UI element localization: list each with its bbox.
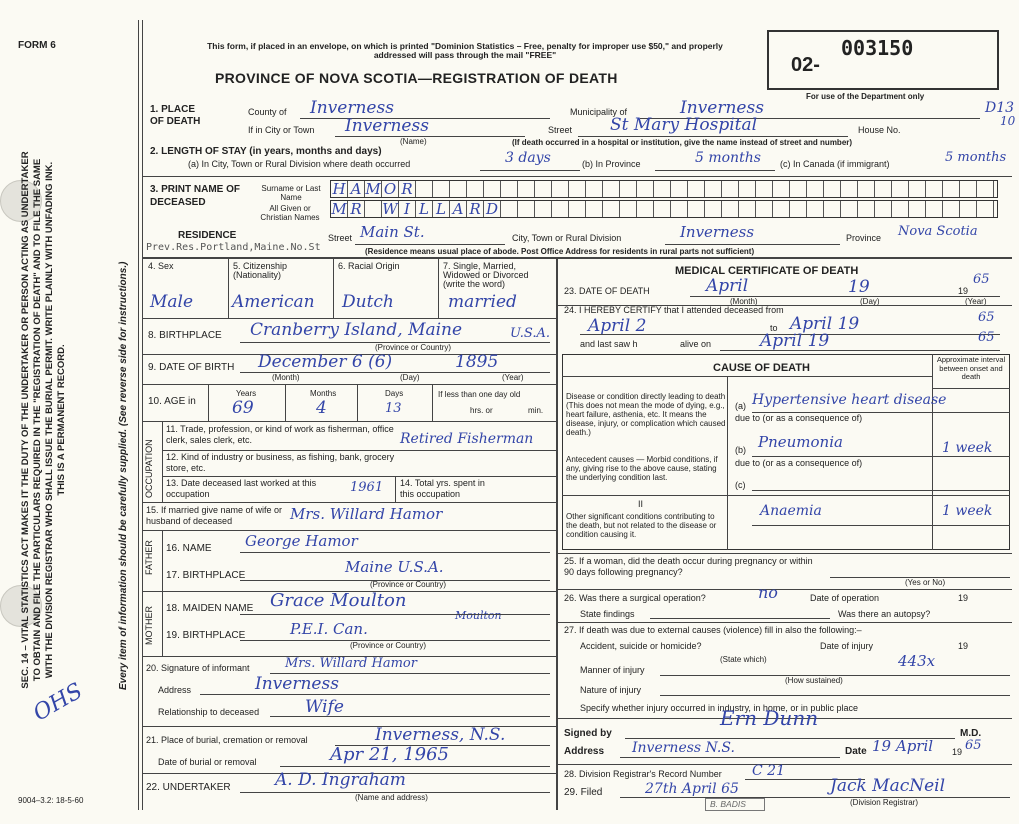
mother-birthplace-label: 19. BIRTHPLACE xyxy=(166,630,246,641)
name-grid-cell xyxy=(552,181,569,197)
due-to-1: due to (or as a consequence of) xyxy=(735,413,863,423)
stay-c-value: 5 months xyxy=(945,150,1007,165)
last-saw-value: April 19 xyxy=(760,331,830,351)
name-grid-cell xyxy=(416,181,433,197)
q26-label: 26. Was there a surgical operation? xyxy=(564,593,706,603)
side-statute-text: SEC. 14 – VITAL STATISTICS ACT MAKES IT THE DUTY OF THE UNDERTAKER OR PERSON ACTING AS UNDERTAKER TO OBTAIN AND FILE THE PARTICULARS REQUIRED IN THE "REGISTRATION OF DEATH" AND TO FILE THE SAME WITH THE DIVISION REGISTRAR WHO SHALL ISSUE THE BURIAL PERMIT. WRITE PLAINLY WITH UNFADING INK. THIS IS A PERMANENT RECORD. xyxy=(20,151,67,689)
dod-day-sub: (Day) xyxy=(860,297,880,306)
house-no-label: House No. xyxy=(858,125,901,135)
margin-scrawl: OHS xyxy=(29,678,88,727)
father-birthplace-sub: (Province or Country) xyxy=(370,580,447,589)
cause-b-letter: (b) xyxy=(735,445,746,455)
age-label: 10. AGE in xyxy=(148,396,196,407)
q26-findings-label: State findings xyxy=(580,609,635,619)
dept-code-2: 10 xyxy=(1000,114,1016,128)
undertaker-label: 22. UNDERTAKER xyxy=(146,782,231,793)
age-years-value: 69 xyxy=(232,398,254,418)
spouse-value: Mrs. Willard Hamor xyxy=(290,505,443,523)
father-birthplace-value: Maine U.S.A. xyxy=(345,558,444,576)
father-name-value: George Hamor xyxy=(245,532,358,550)
reg-number: 003150 xyxy=(841,36,914,60)
municipality-value: Inverness xyxy=(680,98,764,118)
name-grid-cell xyxy=(586,201,603,217)
city-name-sub: (Name) xyxy=(400,137,427,146)
name-grid-cell xyxy=(892,201,909,217)
name-grid-cell xyxy=(943,181,960,197)
q11-label: 11. Trade, profession, or kind of work as fisherman, office clerk, sales clerk, etc. xyxy=(166,424,394,445)
name-grid-cell xyxy=(569,201,586,217)
informant-relationship-label: Relationship to deceased xyxy=(158,707,260,717)
sex-value: Male xyxy=(150,292,194,312)
residence-street-label: Street xyxy=(328,233,353,243)
father-vertical-label: FATHER xyxy=(144,540,154,575)
name-grid-cell xyxy=(824,201,841,217)
name-grid-cell xyxy=(858,181,875,197)
dod-month-sub: (Month) xyxy=(730,297,758,306)
q27-label: 27. If death was due to external causes (violence) fill in also the following:– xyxy=(564,625,862,635)
age-months-value: 4 xyxy=(316,398,327,418)
signed-year: 65 xyxy=(965,738,982,753)
residence-province-label: Province xyxy=(846,233,882,243)
place-label: 1. PLACE OF DEATH xyxy=(150,104,201,127)
residence-street-value: Main St. xyxy=(360,223,425,241)
age-days-label: Days xyxy=(385,389,404,398)
name-grid-cell xyxy=(552,201,569,217)
name-grid-cell: A xyxy=(450,201,467,217)
q27-manner-label: Manner of injury xyxy=(580,665,645,675)
name-grid-cell xyxy=(790,181,807,197)
name-grid-cell xyxy=(960,181,977,197)
name-grid-cell xyxy=(909,201,926,217)
q14-label: 14. Total yrs. spent in this occupation xyxy=(400,478,485,499)
municipality-label: Municipality of xyxy=(570,107,628,117)
father-birthplace-label: 17. BIRTHPLACE xyxy=(166,570,246,581)
q27-how-sustained: (How sustained) xyxy=(785,676,843,685)
name-grid-cell xyxy=(807,201,824,217)
name-grid-cell xyxy=(790,201,807,217)
certify-to: April 19 xyxy=(790,314,860,334)
name-grid-cell xyxy=(756,201,773,217)
informant-sig-value: Mrs. Willard Hamor xyxy=(285,656,417,671)
name-grid-cell xyxy=(586,181,603,197)
due-to-2: due to (or as a consequence of) xyxy=(735,458,863,468)
stay-c-label: (c) In Canada (if immigrant) xyxy=(780,159,890,169)
racial-origin-value: Dutch xyxy=(342,292,394,312)
signed-address-value: Inverness N.S. xyxy=(632,740,735,756)
name-grid-cell: L xyxy=(433,201,450,217)
q13-label: 13. Date deceased last worked at this occupation xyxy=(166,478,317,499)
other-conditions-value: Anaemia xyxy=(760,503,822,519)
q27-where-label: Specify whether injury occurred in industry, in home, or in public place xyxy=(580,703,858,713)
name-grid-cell: R xyxy=(399,181,416,197)
cause-a-value: Hypertensive heart disease xyxy=(752,392,947,408)
marital-label: 7. Single, Married, Widowed or Divorced (write the word) xyxy=(443,261,529,289)
certify-year: 65 xyxy=(978,310,995,325)
name-grid-cell xyxy=(603,181,620,197)
q28-label: 28. Division Registrar's Record Number xyxy=(564,769,722,779)
name-grid-cell xyxy=(943,201,960,217)
name-grid-cell xyxy=(875,181,892,197)
residence-label: RESIDENCE xyxy=(178,230,237,241)
name-grid-cell xyxy=(705,181,722,197)
age-less-than-day-label: If less than one day old xyxy=(438,390,521,399)
name-grid-cell xyxy=(501,201,518,217)
age-months-label: Months xyxy=(310,389,337,398)
name-grid-cell xyxy=(705,201,722,217)
q13-value: 1961 xyxy=(350,480,384,495)
form-title: PROVINCE OF NOVA SCOTIA—REGISTRATION OF DEATH xyxy=(215,70,618,86)
name-grid-cell xyxy=(518,201,535,217)
dob-label: 9. DATE OF BIRTH xyxy=(148,362,235,373)
name-grid-cell xyxy=(756,181,773,197)
name-grid-cell xyxy=(977,181,994,197)
name-grid-cell xyxy=(484,181,501,197)
name-grid-cell xyxy=(671,201,688,217)
mother-birthplace-value: P.E.I. Can. xyxy=(290,620,368,638)
city-label: If in City or Town xyxy=(248,125,315,135)
q26-year-prefix: 19 xyxy=(958,593,969,603)
name-grid-cell xyxy=(569,181,586,197)
stay-label: 2. LENGTH OF STAY (in years, months and days) xyxy=(150,146,382,157)
birthplace-value: Cranberry Island, Maine xyxy=(250,320,463,340)
q27-injury-date-label: Date of injury xyxy=(820,641,874,651)
institution-note: (If death occurred in a hospital or institution, give the name instead of street and number) xyxy=(512,138,853,147)
occupation-vertical-label: OCCUPATION xyxy=(144,439,154,498)
certify-label: 24. I HEREBY CERTIFY that I attended deceased from xyxy=(564,305,784,315)
stay-a-label: (a) In City, Town or Rural Division where death occurred xyxy=(188,159,411,169)
mother-name-label: 18. MAIDEN NAME xyxy=(166,603,254,614)
name-grid-cell xyxy=(722,201,739,217)
medical-certificate-title: MEDICAL CERTIFICATE OF DEATH xyxy=(675,265,859,277)
name-grid-cell: L xyxy=(416,201,433,217)
mother-vertical-label: MOTHER xyxy=(144,606,154,645)
name-grid-cell xyxy=(671,181,688,197)
racial-origin-label: 6. Racial Origin xyxy=(338,261,400,271)
q27-code: 443x xyxy=(898,652,936,670)
reg-prefix: 02- xyxy=(791,54,820,76)
q27-year-prefix: 19 xyxy=(958,641,969,651)
signed-by-label: Signed by xyxy=(564,728,612,739)
q11-value: Retired Fisherman xyxy=(400,431,534,447)
residence-note: (Residence means usual place of abode. Post Office Address for residents in rural parts not sufficient) xyxy=(365,247,755,256)
undertaker-sub: (Name and address) xyxy=(355,793,428,802)
dod-year-prefix: 19 xyxy=(958,286,969,296)
q25-sub: (Yes or No) xyxy=(905,578,946,587)
mother-name-annotation: Moulton xyxy=(455,609,502,622)
dod-year: 65 xyxy=(973,272,990,287)
name-grid-cell xyxy=(637,201,654,217)
county-label: County of xyxy=(248,107,287,117)
name-grid-cell xyxy=(875,201,892,217)
cause-a-letter: (a) xyxy=(735,401,746,411)
name-grid-cell xyxy=(960,201,977,217)
print-name-label: 3. PRINT NAME OF DECEASED xyxy=(150,184,241,208)
dept-use-label: For use of the Department only xyxy=(806,92,925,101)
burial-place-label: 21. Place of burial, cremation or removal xyxy=(146,735,308,745)
signed-date-value: 19 April xyxy=(872,737,934,755)
street-value: St Mary Hospital xyxy=(610,115,758,135)
residence-province-value: Nova Scotia xyxy=(898,224,978,239)
dob-month-sub: (Month) xyxy=(272,373,300,382)
stay-b-label: (b) In Province xyxy=(582,159,641,169)
footer-code: 9004–3.2: 18-5-60 xyxy=(18,796,84,805)
dod-label: 23. DATE OF DEATH xyxy=(564,286,650,296)
name-grid-cell: I xyxy=(399,201,416,217)
previous-residence: Prev.Res.Portland,Maine.No.St xyxy=(146,242,321,253)
mail-notice: This form, if placed in an envelope, on which is printed "Dominion Statistics – Free, penalty for improper use $50," and properly addressed will pass through the mail "FREE" xyxy=(207,41,723,60)
name-grid-cell xyxy=(841,181,858,197)
name-grid-cell xyxy=(977,201,994,217)
name-grid-cell: M xyxy=(331,200,347,218)
marital-value: married xyxy=(448,292,517,312)
name-grid-cell xyxy=(535,181,552,197)
name-grid-cell: W xyxy=(382,200,398,218)
burial-date-label: Date of burial or removal xyxy=(158,757,257,767)
informant-address-label: Address xyxy=(158,685,192,695)
name-grid-cell xyxy=(722,181,739,197)
other-conditions-label: Other significant conditions contributing to the death, but not related to the disease or condition causing it. xyxy=(566,512,717,539)
age-min-label: min. xyxy=(528,406,544,415)
signed-date-label: Date xyxy=(845,746,867,757)
q26-date-label: Date of operation xyxy=(810,593,880,603)
mother-name-value: Grace Moulton xyxy=(270,590,407,611)
name-grid-cell xyxy=(433,181,450,197)
center-divider xyxy=(556,258,558,810)
dod-month: April xyxy=(706,276,749,296)
q27-accident-label: Accident, suicide or homicide? xyxy=(580,641,702,651)
certify-from: April 2 xyxy=(588,316,647,336)
part-ii-label: II xyxy=(638,499,644,509)
dept-code: D13 xyxy=(985,100,1015,116)
cause-c-letter: (c) xyxy=(735,480,746,490)
form-label: FORM 6 xyxy=(18,40,56,51)
stay-a-value: 3 days xyxy=(505,150,551,166)
citizenship-label: 5. Citizenship (Nationality) xyxy=(233,261,288,280)
q12-label: 12. Kind of industry or business, as fishing, bank, grocery store, etc. xyxy=(166,452,395,473)
immediate-cause-label: Disease or condition directly leading to death (This does not mean the mode of dying, e.g., heart failure, asthenia, etc. It means the disease, injury, or complication which caused death.) xyxy=(566,392,726,437)
undertaker-value: A. D. Ingraham xyxy=(275,770,406,790)
name-grid-cell xyxy=(518,181,535,197)
interval-label: Approximate interval between onset and death xyxy=(936,355,1006,381)
cause-b-interval: 1 week xyxy=(942,440,993,456)
registration-number-box xyxy=(767,30,999,90)
age-years-label: Years xyxy=(236,389,257,398)
burial-place-value: Inverness, N.S. xyxy=(375,725,506,745)
q26-autopsy-label: Was there an autopsy? xyxy=(838,609,931,619)
birthplace-country: U.S.A. xyxy=(510,326,550,341)
other-conditions-interval: 1 week xyxy=(942,503,993,519)
father-name-label: 16. NAME xyxy=(166,543,212,554)
filed-stamp xyxy=(705,798,765,811)
name-grid-cell xyxy=(739,201,756,217)
physician-signature: Ern Dunn xyxy=(720,706,819,730)
name-grid-cell xyxy=(467,181,484,197)
age-hrs-label: hrs. or xyxy=(470,406,493,415)
division-registrar-signature: Jack MacNeil xyxy=(830,776,946,796)
informant-relationship-value: Wife xyxy=(305,697,344,717)
name-grid-cell xyxy=(688,201,705,217)
dod-day: 19 xyxy=(848,277,870,297)
birthplace-label: 8. BIRTHPLACE xyxy=(148,330,222,341)
name-grid-cell: A xyxy=(348,181,365,197)
mother-birthplace-sub: (Province or Country) xyxy=(350,641,427,650)
name-grid-cell xyxy=(501,181,518,197)
name-grid-cell xyxy=(824,181,841,197)
left-border xyxy=(138,20,139,810)
name-grid-cell xyxy=(773,201,790,217)
dob-year-sub: (Year) xyxy=(502,373,524,382)
name-grid-cell xyxy=(739,181,756,197)
q29-label: 29. Filed xyxy=(564,787,603,798)
surname-label: Surname or Last Name xyxy=(261,184,321,202)
certify-to-label: to xyxy=(770,323,778,333)
stay-b-value: 5 months xyxy=(695,150,761,166)
name-grid-cell xyxy=(858,201,875,217)
name-grid-cell xyxy=(365,201,382,217)
name-grid-cell xyxy=(892,181,909,197)
q26-value: no xyxy=(758,583,778,602)
dob-year: 1895 xyxy=(455,352,499,372)
burial-date-value: Apr 21, 1965 xyxy=(330,744,450,765)
name-grid-cell xyxy=(688,181,705,197)
signed-year-prefix: 19 xyxy=(952,747,963,757)
name-grid-cell xyxy=(654,181,671,197)
residence-city-value: Inverness xyxy=(680,223,755,241)
name-grid-cell xyxy=(620,181,637,197)
name-grid-cell xyxy=(926,181,943,197)
spouse-label: 15. If married give name of wife or husband of deceased xyxy=(146,505,283,526)
q27-nature-label: Nature of injury xyxy=(580,685,642,695)
antecedent-label: Antecedent causes — Morbid conditions, if any, giving rise to the above cause, stating the underlying condition last. xyxy=(566,455,718,482)
name-grid-cell: M xyxy=(365,180,381,198)
dod-year-sub: (Year) xyxy=(965,297,987,306)
name-grid-cell xyxy=(926,201,943,217)
division-registrar-sub: (Division Registrar) xyxy=(850,798,919,807)
q27-state-which: (State which) xyxy=(720,655,767,664)
side-note-text: Every item of information should be carefully supplied. (See reverse side for instructions.) xyxy=(118,261,129,690)
filed-stamp-text: B. BADIS xyxy=(710,799,746,809)
name-grid-cell: O xyxy=(382,181,399,197)
name-grid-cell xyxy=(535,201,552,217)
signed-address-label: Address xyxy=(564,746,605,757)
cause-of-death-title: CAUSE OF DEATH xyxy=(713,362,810,374)
city-value: Inverness xyxy=(345,116,429,136)
last-saw-label: and last saw h xyxy=(580,339,638,349)
q28-value: C 21 xyxy=(752,763,785,779)
q25-label: 25. If a woman, did the death occur during pregnancy or within 90 days following pregnancy? xyxy=(564,556,813,577)
last-saw-year: 65 xyxy=(978,330,995,345)
md-label: M.D. xyxy=(960,728,982,739)
name-grid-cell xyxy=(603,201,620,217)
name-grid-cell xyxy=(654,201,671,217)
alive-on-label: alive on xyxy=(680,339,712,349)
name-grid-cell: D xyxy=(484,201,501,217)
q29-value: 27th April 65 xyxy=(645,781,739,797)
informant-sig-label: 20. Signature of informant xyxy=(146,663,250,673)
residence-city-label: City, Town or Rural Division xyxy=(512,233,622,243)
age-days-value: 13 xyxy=(385,401,402,416)
name-grid-cell xyxy=(637,181,654,197)
name-grid-cell xyxy=(841,201,858,217)
dob-value: December 6 (6) xyxy=(258,352,393,372)
name-grid-cell xyxy=(620,201,637,217)
cause-b-value: Pneumonia xyxy=(758,433,843,451)
informant-address-value: Inverness xyxy=(255,674,339,694)
name-grid-cell xyxy=(450,181,467,197)
citizenship-value: American xyxy=(232,292,315,312)
name-grid-cell xyxy=(773,181,790,197)
birthplace-sub: (Province or Country) xyxy=(375,343,452,352)
dob-day-sub: (Day) xyxy=(400,373,420,382)
name-grid-cell: H xyxy=(331,181,348,197)
name-grid-cell xyxy=(909,181,926,197)
given-names-label: All Given or Christian Names xyxy=(260,204,320,222)
name-grid-cell: R xyxy=(467,201,484,217)
sex-label: 4. Sex xyxy=(148,261,174,271)
name-grid-cell: R xyxy=(348,201,365,217)
street-label: Street xyxy=(548,125,573,135)
county-value: Inverness xyxy=(310,98,394,118)
name-grid-cell xyxy=(807,181,824,197)
